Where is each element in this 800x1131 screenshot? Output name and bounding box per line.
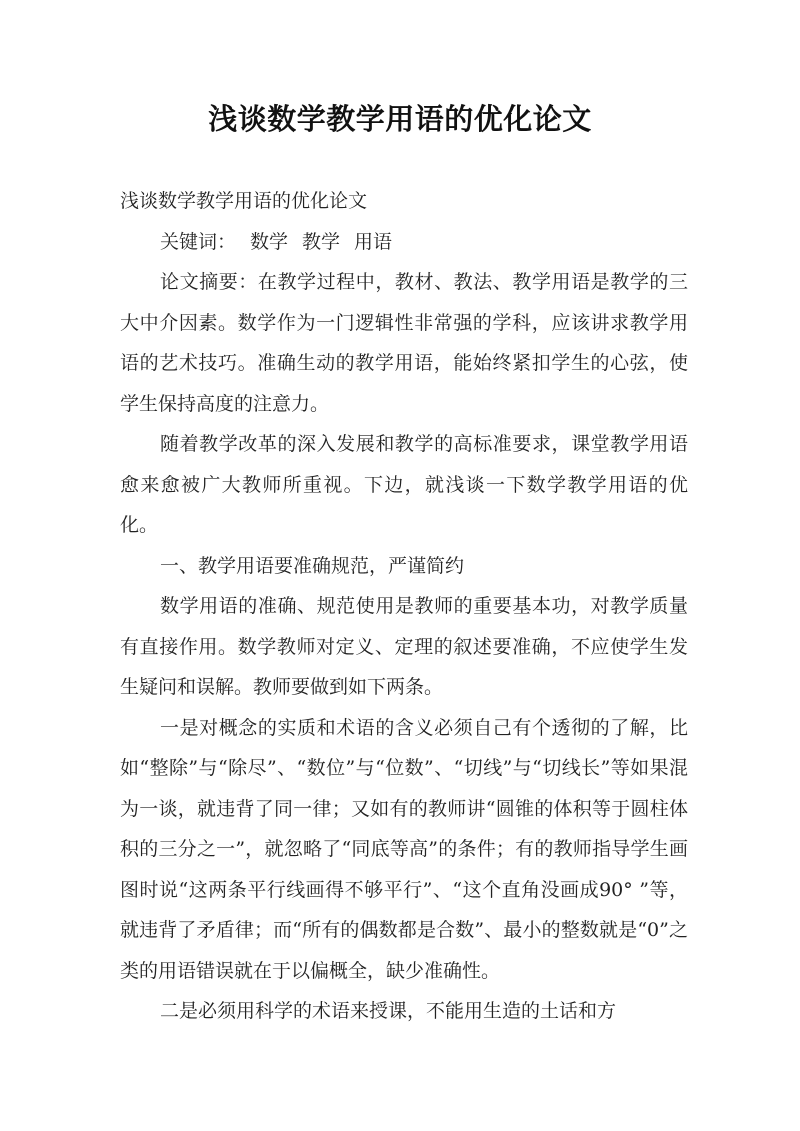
body-paragraph: 一是对概念的实质和术语的含义必须自己有个透彻的了解，比如“整除”与“除尽”、“数位”与“位数”、“切线”与“切线长”等如果混为一谈，就违背了同一律；又如有的教师讲“圆锥的体积等于圆柱体积的三分之一”，就忽略了“同底等高”的条件；有的教师指导学生画图时说“这两条平行线画得不够平行”、“这个直角没画成90° ”等，就违背了矛盾律；而“所有的偶数都是合数”、最小的整数就是“0”之类的用语错误就在于以偏概全，缺少准确性。: [120, 716, 688, 982]
body-paragraph: 数学用语的准确、规范使用是教师的重要基本功，对教学质量有直接作用。数学教师对定义、定理的叙述要准确，不应使学生发生疑问和误解。教师要做到如下两条。: [120, 595, 688, 698]
abstract-paragraph: 论文摘要：在教学过程中，教材、教法、教学用语是教学的三大中介因素。数学作为一门逻辑性非常强的学科，应该讲求教学用语的艺术技巧。准确生动的教学用语，能始终紧扣学生的心弦，使学生保持高度的注意力。: [120, 271, 688, 415]
section-heading: 一、教学用语要准确规范，严谨简约: [160, 554, 465, 577]
article-heading: 浅谈数学教学用语的优化论文: [120, 190, 368, 212]
keyword-item: 教学: [302, 230, 341, 253]
body-paragraph: 二是必须用科学的术语来授课，不能用生造的土话和方: [160, 1000, 617, 1022]
keywords-label: 关键词：: [160, 230, 237, 253]
document-body: [120, 181, 688, 1032]
keyword-item: 数学: [250, 230, 289, 253]
body-paragraph: 随着教学改革的深入发展和教学的高标准要求，课堂教学用语愈来愈被广大教师所重视。下边，就浅谈一下数学教学用语的优化。: [120, 433, 688, 536]
keyword-item: 用语: [354, 230, 393, 253]
keywords-line: [120, 222, 688, 263]
document-title: 浅谈数学教学用语的优化论文: [208, 102, 592, 136]
